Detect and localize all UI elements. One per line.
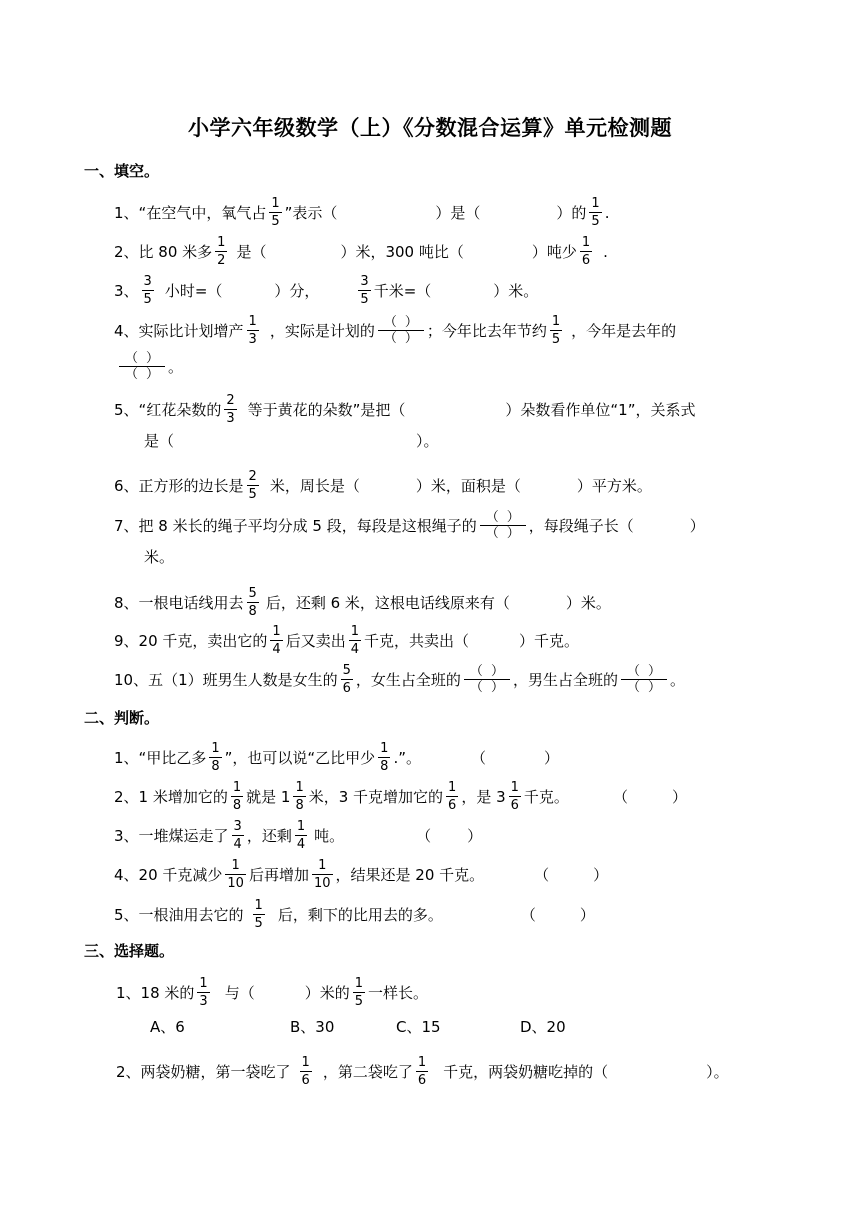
q-text: 等于黄花的朵数”是把（ <box>247 400 406 419</box>
q-text: ，结果还是 20 千克。 <box>335 865 485 884</box>
fraction: $\frac{3}{4}$ <box>233 819 242 852</box>
answer-paren-left[interactable]: （ <box>520 905 536 924</box>
answer-paren-right: ） <box>579 905 595 924</box>
q-text: 后，还剩 6 米，这根电话线原来有（ <box>265 593 510 612</box>
fill-question-2 <box>114 235 608 268</box>
q-text: 米。 <box>144 548 175 566</box>
q-text: 一样长。 <box>368 983 429 1002</box>
blank-fraction[interactable]: （ ） （ ） <box>621 664 667 695</box>
blank-fraction[interactable]: （ ） （ ） <box>464 664 510 695</box>
fill-question-4-cont <box>116 351 183 382</box>
fill-question-4 <box>114 314 676 347</box>
fraction: $\frac{1}{6}$ <box>301 1055 310 1088</box>
q-text: 后，剩下的比用去的多。 <box>277 905 443 924</box>
q-text: 千克，两袋奶糖吃掉的（ <box>443 1062 609 1081</box>
q-text: ）米，300 吨比（ <box>340 242 464 261</box>
answer-paren-left[interactable]: （ <box>470 748 486 767</box>
fraction: $\frac{1}{5}$ <box>354 976 363 1009</box>
q-text: 3、一堆煤运走了 <box>114 826 229 845</box>
fraction: $\frac{3}{5}$ <box>360 274 369 307</box>
q-text: ）的 <box>556 203 587 222</box>
fraction: $\frac{1}{5}$ <box>271 196 280 229</box>
q-text: ）。 <box>706 1062 729 1081</box>
judge-question-3 <box>114 819 482 852</box>
fraction: $\frac{1}{5}$ <box>254 898 263 931</box>
q-text: 4、实际比计划增产 <box>114 321 244 340</box>
fraction: $\frac{5}{8}$ <box>248 586 257 619</box>
q-text: 2、1 米增加它的 <box>114 787 228 806</box>
fill-question-10 <box>114 663 685 696</box>
q-text: ）分， <box>274 281 320 300</box>
fraction: $\frac{1}{6}$ <box>581 235 591 268</box>
choice-option-d[interactable]: D、20 <box>520 1018 566 1036</box>
fraction: $\frac{1}{4}$ <box>296 819 306 852</box>
q-text: 2、比 80 米多 <box>114 242 213 261</box>
blank-fraction[interactable]: （ ） （ ） <box>378 315 424 346</box>
fraction: $\frac{1}{6}$ <box>417 1055 427 1088</box>
judge-question-5 <box>114 898 595 931</box>
fraction: $\frac{1}{10}$ <box>227 858 244 891</box>
fill-question-7 <box>114 510 705 541</box>
q-text: 10、五（1）班男生人数是女生的 <box>114 670 338 689</box>
q-text: 4、20 千克减少 <box>114 865 223 884</box>
judge-question-2 <box>114 780 687 813</box>
fill-question-1 <box>114 196 609 229</box>
blank-fraction[interactable]: （ ） （ ） <box>480 510 526 541</box>
q-text: 就是 1 <box>246 787 291 806</box>
fraction: $\frac{1}{10}$ <box>313 858 331 891</box>
fraction: $\frac{5}{6}$ <box>342 663 351 696</box>
section-heading-judge: 二、判断。 <box>84 709 160 727</box>
q-text: 7、把 8 米长的绳子平均分成 5 段，每段是这根绳子的 <box>114 516 477 535</box>
q-text: 1、18 米的 <box>116 983 195 1002</box>
fraction: $\frac{1}{6}$ <box>510 780 519 813</box>
q-text: ”，也可以说“乙比甲少 <box>224 748 376 767</box>
q-text: 3、 <box>114 281 139 300</box>
q-text: ，男生占全班的 <box>512 670 618 689</box>
fraction: $\frac{2}{3}$ <box>226 393 235 426</box>
q-text: ）米。 <box>565 593 611 612</box>
q-text: ，还剩 <box>246 826 292 845</box>
q-text: . <box>603 242 608 261</box>
q-text: 1、“甲比乙多 <box>114 748 207 767</box>
fraction: $\frac{1}{4}$ <box>272 624 281 657</box>
answer-paren-right: ） <box>467 826 483 845</box>
q-text: 吨。 <box>314 826 345 845</box>
fraction: $\frac{1}{4}$ <box>350 624 359 657</box>
fill-question-9 <box>114 624 579 657</box>
section-heading-choice: 三、选择题。 <box>84 942 175 960</box>
choice-option-a[interactable]: A、6 <box>150 1018 185 1036</box>
q-text: 9、20 千克，卖出它的 <box>114 631 268 650</box>
q-text: 后又卖出 <box>285 631 346 650</box>
q-text: ，第二袋吃了 <box>322 1062 413 1081</box>
q-text: ，今年是去年的 <box>571 321 677 340</box>
fill-question-7-cont <box>144 546 174 568</box>
answer-paren-right: ） <box>544 748 560 767</box>
fraction: $\frac{1}{6}$ <box>448 780 457 813</box>
q-text: ）千克。 <box>519 631 580 650</box>
q-text: ，实际是计划的 <box>269 321 375 340</box>
q-text: ）吨少 <box>531 242 577 261</box>
q-text: 5、“红花朵数的 <box>114 400 222 419</box>
q-text: ）平方米。 <box>576 476 652 495</box>
q-text: ）是（ <box>435 203 481 222</box>
q-text: ；今年比去年节约 <box>426 321 547 340</box>
answer-paren-left[interactable]: （ <box>416 826 432 845</box>
q-text: 。 <box>168 357 184 376</box>
fill-question-6 <box>114 469 652 502</box>
choice-question-2 <box>116 1055 729 1088</box>
q-text: ”表示（ <box>284 203 338 222</box>
answer-paren-right: ） <box>593 865 609 884</box>
q-text: ）。 <box>416 432 439 450</box>
q-text: ）朵数看作单位“1”，关系式 <box>505 400 696 419</box>
q-text: 8、一根电话线用去 <box>114 593 244 612</box>
q-text: 2、两袋奶糖，第一袋吃了 <box>116 1062 291 1081</box>
q-text: 与（ <box>224 983 255 1002</box>
q-text: 5、一根油用去它的 <box>114 905 244 924</box>
q-text: ）米，面积是（ <box>415 476 521 495</box>
fill-question-5 <box>114 393 695 426</box>
fraction: $\frac{1}{8}$ <box>295 780 304 813</box>
fraction: $\frac{1}{2}$ <box>217 235 226 268</box>
q-text: 。 <box>669 670 685 689</box>
fill-question-5-cont <box>144 430 439 452</box>
answer-paren-left[interactable]: （ <box>534 865 550 884</box>
fraction: $\frac{2}{5}$ <box>248 469 257 502</box>
q-text: ）米的 <box>304 983 350 1002</box>
fraction: $\frac{1}{8}$ <box>380 741 389 774</box>
q-text: ，是 3 <box>461 787 506 806</box>
judge-question-4 <box>114 858 608 891</box>
fraction: $\frac{1}{8}$ <box>232 780 242 813</box>
choice-option-b[interactable]: B、30 <box>290 1018 335 1036</box>
q-text: . <box>604 203 610 222</box>
q-text: 6、正方形的边长是 <box>114 476 244 495</box>
q-text: 米，周长是（ <box>269 476 360 495</box>
q-text: 千克。 <box>523 787 569 806</box>
q-text: 千克，共卖出（ <box>363 631 469 650</box>
fraction: $\frac{1}{3}$ <box>248 314 257 347</box>
fraction: $\frac{1}{5}$ <box>591 196 600 229</box>
q-text: 后再增加 <box>248 865 309 884</box>
fraction: $\frac{3}{5}$ <box>143 274 152 307</box>
q-text: 米，3 千克增加它的 <box>308 787 444 806</box>
fraction: $\frac{1}{5}$ <box>551 314 561 347</box>
page-title: 小学六年级数学（上）《分数混合运算》单元检测题 <box>188 116 672 140</box>
q-text: ）米。 <box>493 281 539 300</box>
fill-question-8 <box>114 586 611 619</box>
q-text: ，女生占全班的 <box>355 670 461 689</box>
q-text: .”。 <box>393 748 421 767</box>
blank-fraction[interactable]: （ ） （ ） <box>119 351 165 382</box>
section-heading-fill: 一、填空。 <box>84 162 160 180</box>
choice-question-1 <box>116 976 428 1009</box>
judge-question-1 <box>114 741 559 774</box>
q-text: 小时=（ <box>164 281 223 300</box>
q-text: 1、“在空气中，氧气占 <box>114 203 267 222</box>
fill-question-3 <box>114 274 538 307</box>
q-text: 是（ <box>144 432 175 450</box>
q-text: ，每段绳子长（ <box>528 516 634 535</box>
q-text: 是（ <box>236 242 267 261</box>
q-text: ） <box>689 516 705 535</box>
answer-paren-left[interactable]: （ <box>612 787 628 806</box>
choice-option-c[interactable]: C、15 <box>396 1018 441 1036</box>
fraction: $\frac{1}{8}$ <box>211 741 220 774</box>
fraction: $\frac{1}{3}$ <box>199 976 208 1009</box>
answer-paren-right: ） <box>671 787 687 806</box>
q-text: 千米=（ <box>373 281 432 300</box>
